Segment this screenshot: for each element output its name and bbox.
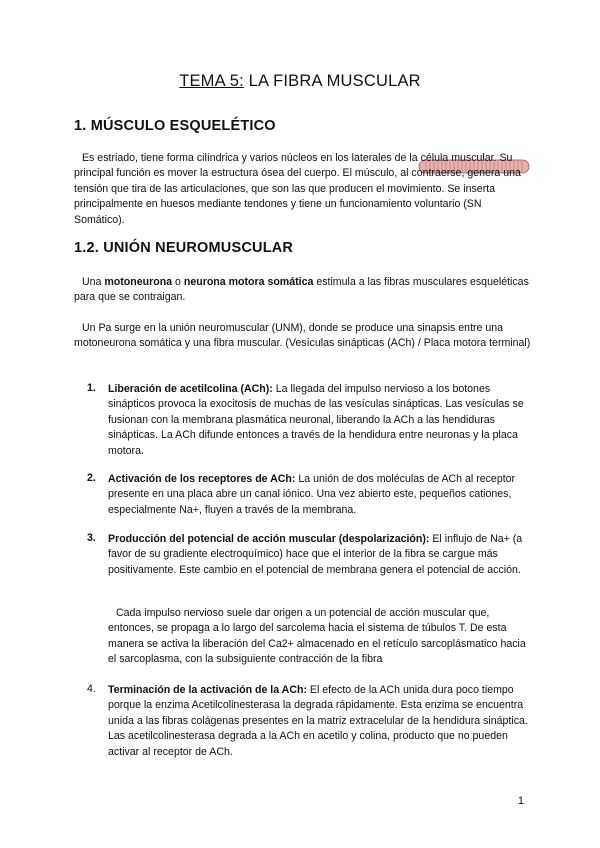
list-item-number: 4. (87, 683, 96, 695)
section1-paragraph: Es estriado, tiene forma cilíndrica y varios núcleos en los laterales de la célula muscular. Su principal función es mover la estructura ósea del cuerpo. El músculo, al contraerse, genera una tensión que tira de las articulaciones, que son las que producen el movimiento. Se inserta principalmente en huesos mediante tendones y tiene un funcionamiento voluntario (SN Somático). (74, 152, 521, 226)
list-item-title: Activación de los receptores de ACh: (108, 473, 296, 485)
p1-text-c: o (172, 276, 184, 288)
page-number: 1 (517, 795, 524, 807)
section2-paragraph-1 (74, 275, 532, 306)
list-item (108, 683, 532, 760)
list-item (108, 472, 532, 518)
list-item-continuation: Cada impulso nervioso suele dar origen a un potencial de acción muscular que, entonces, se propaga a lo largo del sarcolema hacia el sistema de túbulos T. De esta manera se activa la liberación del Ca2+ almacenado en el retículo sarcoplásmatico hacia el sarcoplasma, con la subsiguiente contracción de la fibra (108, 607, 526, 666)
list-item-text: La llegada del impulso nervioso a los botones sinápticos provoca la exocitosis de muchas de las vesículas sinápticas. Las vesículas se fusionan con la membrana plasmática neuronal, liberando la ACh a las hendiduras sinápticas. La ACh difunde entonces a través de la hendidura entre neuronas y la placa motora. (108, 383, 524, 457)
list-item-title: Liberación de acetilcolina (ACh): (108, 383, 273, 395)
title-prefix: TEMA 5: (179, 72, 244, 90)
p1-text-d: estimula a las fibras musculares esqueléticas para que se contraigan. (74, 276, 529, 304)
list-item-number: 1. (87, 382, 96, 394)
title-rest: LA FIBRA MUSCULAR (243, 72, 421, 90)
list-item-text: El influjo de Na+ (a favor de su gradiente electroquímico) hace que el interior de la fibra se cargue más positivamente. Este cambio en el potencial de membrana genera el potencial de acción. (108, 533, 523, 576)
section2-paragraph-2: Un Pa surge en la unión neuromuscular (UNM), donde se produce una sinapsis entre una motoneurona somática y una fibra muscular. (Vesículas sinápticas (ACh) / Placa motora terminal) (74, 322, 531, 350)
list-item-title: Producción del potencial de acción muscular (despolarización): (108, 533, 430, 545)
list-item (108, 382, 532, 459)
section1-heading: 1. MÚSCULO ESQUELÉTICO (74, 118, 276, 134)
list-item-number: 2. (87, 472, 96, 484)
page-title (0, 72, 600, 91)
p1-bold-neurona-motora: neurona motora somática (183, 276, 314, 288)
section2-heading: 1.2. UNIÓN NEUROMUSCULAR (74, 240, 294, 256)
list-item-number: 3. (87, 532, 96, 544)
list-item-text: El efecto de la ACh unida dura poco tiempo porque la enzima Acetilcolinesterasa la degrada rápidamente. Esta enzima se encuentra unida a las fibras colágenas presentes en la matriz extracelular de la hendidura sináptica. Las acetilcolinesterasa degrada a la ACh en acetilo y colina, producto que no pueden activar al receptor de ACh. (108, 684, 528, 758)
p1-bold-motoneurona: motoneurona (104, 276, 173, 288)
p1-text-a: Una (82, 276, 105, 288)
list-item (108, 532, 532, 578)
list-item-text: La unión de dos moléculas de ACh al receptor presente en una placa abre un canal iónico. Una vez abierto este, pequeños cationes, especialmente Na+, fluyen a través de la membrana. (108, 473, 516, 516)
list-item-title: Terminación de la activación de la ACh: (108, 684, 307, 696)
